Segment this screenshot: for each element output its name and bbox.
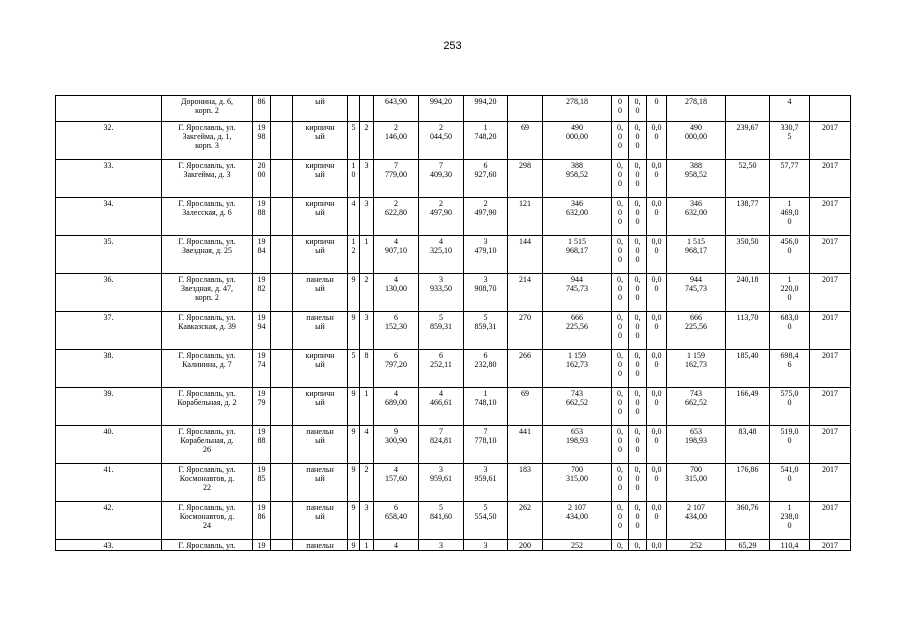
table-cell: 69: [508, 388, 543, 426]
table-cell: 2 044,50: [419, 122, 464, 160]
table-cell: 19 88: [253, 198, 271, 236]
table-cell: [271, 96, 293, 122]
table-cell: 2017: [810, 274, 851, 312]
table-cell: Г. Ярославль, ул. Звездная, д. 25: [162, 236, 253, 274]
table-cell: 944 745,73: [667, 274, 726, 312]
table-cell: [271, 426, 293, 464]
table-cell: 5: [348, 122, 360, 160]
table-cell: 1: [360, 540, 374, 551]
table-cell: 6 658,40: [374, 502, 419, 540]
table-cell: Г. Ярославль, ул. Космонавтов, д. 24: [162, 502, 253, 540]
table-cell: 1: [360, 388, 374, 426]
table-cell: 994,20: [464, 96, 508, 122]
table-cell: 490 000,00: [667, 122, 726, 160]
table-cell: Г. Ярославль, ул. Звездная, д. 47, корп. 2: [162, 274, 253, 312]
table-cell: 944 745,73: [543, 274, 612, 312]
table-cell: 1 159 162,73: [543, 350, 612, 388]
table-cell: 2 146,00: [374, 122, 419, 160]
table-cell: Г. Ярославль, ул. Закгейма, д. 1, корп. 3: [162, 122, 253, 160]
table-cell: панельн ый: [293, 464, 348, 502]
table-cell: 9: [348, 388, 360, 426]
table-cell: кирпичн ый: [293, 122, 348, 160]
table-cell: 6 252,11: [419, 350, 464, 388]
table-cell: 240,18: [726, 274, 770, 312]
table-row: [56, 350, 851, 388]
table-cell: 0, 0 0: [629, 464, 647, 502]
table-cell: 4: [348, 198, 360, 236]
table-cell: 0, 0 0: [629, 122, 647, 160]
table-cell: 0, 0 0: [629, 312, 647, 350]
table-cell: 743 662,52: [543, 388, 612, 426]
table-cell: 5 859,31: [419, 312, 464, 350]
table-cell: 490 000,00: [543, 122, 612, 160]
table-cell: 278,18: [543, 96, 612, 122]
table-cell: 19 94: [253, 312, 271, 350]
table-cell: 19: [253, 540, 271, 551]
table-cell: 0, 0 0: [612, 464, 629, 502]
table-cell: 1 220,0 0: [770, 274, 810, 312]
table-cell: 3 959,61: [419, 464, 464, 502]
table-cell: [271, 464, 293, 502]
table-cell: 3: [360, 312, 374, 350]
table-cell: [360, 96, 374, 122]
table-cell: 0,: [629, 540, 647, 551]
table-cell: панельн ый: [293, 274, 348, 312]
table-cell: 166,49: [726, 388, 770, 426]
table-cell: 37.: [56, 312, 162, 350]
table-cell: ый: [293, 96, 348, 122]
table-cell: 9: [348, 502, 360, 540]
table-cell: панельн ый: [293, 312, 348, 350]
table-cell: 6 232,80: [464, 350, 508, 388]
table-row: [56, 426, 851, 464]
table-cell: 0,0 0: [647, 464, 667, 502]
table-cell: 270: [508, 312, 543, 350]
table-cell: [726, 96, 770, 122]
table-cell: 2: [360, 274, 374, 312]
table-cell: Г. Ярославль, ул. Корабельная, д. 26: [162, 426, 253, 464]
table-cell: кирпичн ый: [293, 236, 348, 274]
table-cell: [271, 388, 293, 426]
table-cell: [508, 96, 543, 122]
table-cell: [810, 96, 851, 122]
table-cell: 0,0 0: [647, 426, 667, 464]
table-cell: 2017: [810, 350, 851, 388]
table-cell: 1 515 968,17: [667, 236, 726, 274]
table-cell: Г. Ярославль, ул. Калинина, д. 7: [162, 350, 253, 388]
table-cell: панельн ый: [293, 426, 348, 464]
table-cell: 700 315,00: [543, 464, 612, 502]
table-cell: 0, 0 0: [612, 350, 629, 388]
table-cell: 3 933,50: [419, 274, 464, 312]
table-cell: 2017: [810, 312, 851, 350]
table-cell: кирпичн ый: [293, 160, 348, 198]
table-cell: 0,0 0: [647, 388, 667, 426]
table-cell: [271, 350, 293, 388]
table-cell: 4 157,60: [374, 464, 419, 502]
table-cell: [271, 236, 293, 274]
table-cell: 388 958,52: [667, 160, 726, 198]
table-cell: Г. Ярославль, ул. Космонавтов, д. 22: [162, 464, 253, 502]
table-cell: 994,20: [419, 96, 464, 122]
table-cell: 1 748,10: [464, 388, 508, 426]
table-cell: 541,0 0: [770, 464, 810, 502]
table-cell: 7 409,30: [419, 160, 464, 198]
table-cell: 666 225,56: [667, 312, 726, 350]
table-cell: 0,0 0: [647, 160, 667, 198]
table-cell: кирпичн ый: [293, 198, 348, 236]
table-cell: 346 632,00: [667, 198, 726, 236]
table-row: [56, 160, 851, 198]
table-cell: 252: [667, 540, 726, 551]
table-cell: 3 908,70: [464, 274, 508, 312]
table-cell: 0 0: [612, 96, 629, 122]
table-cell: 0,0 0: [647, 350, 667, 388]
table-cell: 86: [253, 96, 271, 122]
table-cell: 41.: [56, 464, 162, 502]
table-cell: [271, 198, 293, 236]
table-cell: 0, 0 0: [612, 426, 629, 464]
table-cell: 33.: [56, 160, 162, 198]
table-cell: 0, 0: [629, 96, 647, 122]
table-cell: 2017: [810, 388, 851, 426]
table-cell: 441: [508, 426, 543, 464]
table-cell: 1 159 162,73: [667, 350, 726, 388]
table-cell: 575,0 0: [770, 388, 810, 426]
table-cell: Доронина, д. 6, корп. 2: [162, 96, 253, 122]
table-cell: 2017: [810, 464, 851, 502]
table-cell: 1 2: [348, 236, 360, 274]
table-cell: 6 927,60: [464, 160, 508, 198]
table-cell: 7 779,00: [374, 160, 419, 198]
table-cell: 2 107 434,00: [543, 502, 612, 540]
table-cell: 9 300,90: [374, 426, 419, 464]
table-cell: 0, 0 0: [629, 198, 647, 236]
table-cell: 0,0 0: [647, 236, 667, 274]
table-cell: 19 98: [253, 122, 271, 160]
table-cell: 4 689,00: [374, 388, 419, 426]
table-cell: 519,0 0: [770, 426, 810, 464]
table-cell: 42.: [56, 502, 162, 540]
table-cell: 1 515 968,17: [543, 236, 612, 274]
table-cell: 0, 0 0: [612, 388, 629, 426]
table-cell: 4: [770, 96, 810, 122]
table-cell: [348, 96, 360, 122]
table-cell: 1 748,20: [464, 122, 508, 160]
table-cell: 3: [419, 540, 464, 551]
table-cell: 52,50: [726, 160, 770, 198]
table-cell: 1: [360, 236, 374, 274]
table-cell: 3: [360, 198, 374, 236]
table-cell: 0, 0 0: [612, 160, 629, 198]
table-cell: 9: [348, 426, 360, 464]
table-cell: 69: [508, 122, 543, 160]
table-cell: 32.: [56, 122, 162, 160]
table-cell: 40.: [56, 426, 162, 464]
table-cell: 388 958,52: [543, 160, 612, 198]
table-cell: 653 198,93: [667, 426, 726, 464]
table-cell: 2017: [810, 540, 851, 551]
table-cell: панельн ый: [293, 502, 348, 540]
table-row: [56, 540, 851, 551]
table-cell: 19 88: [253, 426, 271, 464]
table-cell: 0, 0 0: [612, 312, 629, 350]
table-cell: 0, 0 0: [612, 122, 629, 160]
table-cell: 83,48: [726, 426, 770, 464]
table-cell: 19 79: [253, 388, 271, 426]
table-cell: 0,0 0: [647, 312, 667, 350]
table-cell: [271, 122, 293, 160]
table-cell: 4: [360, 426, 374, 464]
table-row: [56, 96, 851, 122]
table-cell: 2 497,90: [419, 198, 464, 236]
table-row: [56, 198, 851, 236]
table-cell: 19 74: [253, 350, 271, 388]
table-cell: [271, 540, 293, 551]
table-cell: 743 662,52: [667, 388, 726, 426]
table-cell: Г. Ярославль, ул. Корабельная, д. 2: [162, 388, 253, 426]
table-cell: 2017: [810, 122, 851, 160]
table-cell: 5 859,31: [464, 312, 508, 350]
table-cell: 113,70: [726, 312, 770, 350]
table-cell: 298: [508, 160, 543, 198]
table-cell: 4 325,10: [419, 236, 464, 274]
table-cell: Г. Ярославль, ул. Залесская, д. 6: [162, 198, 253, 236]
table-cell: 0, 0 0: [629, 388, 647, 426]
table-cell: 9: [348, 312, 360, 350]
table-cell: 5 554,50: [464, 502, 508, 540]
table-cell: 6 797,20: [374, 350, 419, 388]
table-cell: 262: [508, 502, 543, 540]
table-cell: [271, 312, 293, 350]
table-cell: 214: [508, 274, 543, 312]
table-cell: 239,67: [726, 122, 770, 160]
table-cell: 0, 0 0: [629, 502, 647, 540]
table-cell: 2: [360, 464, 374, 502]
table-body: [56, 96, 851, 551]
table-cell: 176,86: [726, 464, 770, 502]
table-cell: 4: [374, 540, 419, 551]
table-cell: 0, 0 0: [629, 236, 647, 274]
table-cell: 20 00: [253, 160, 271, 198]
table-cell: [271, 502, 293, 540]
table-cell: 1 238,0 0: [770, 502, 810, 540]
table-row: [56, 502, 851, 540]
table-cell: 2017: [810, 236, 851, 274]
table-cell: 34.: [56, 198, 162, 236]
table-cell: 4 466,61: [419, 388, 464, 426]
table-cell: Г. Ярославль, ул. Кавказская, д. 39: [162, 312, 253, 350]
table-cell: 252: [543, 540, 612, 551]
table-cell: 3 479,10: [464, 236, 508, 274]
table-cell: 1 0: [348, 160, 360, 198]
table-cell: 350,50: [726, 236, 770, 274]
table-cell: 346 632,00: [543, 198, 612, 236]
table-cell: 9: [348, 540, 360, 551]
table-cell: 643,90: [374, 96, 419, 122]
table-cell: 0, 0 0: [612, 502, 629, 540]
table-row: [56, 464, 851, 502]
table-cell: 0, 0 0: [629, 350, 647, 388]
table-cell: 360,76: [726, 502, 770, 540]
table-cell: 700 315,00: [667, 464, 726, 502]
table-cell: 144: [508, 236, 543, 274]
table-cell: 0: [647, 96, 667, 122]
table-cell: 110,4: [770, 540, 810, 551]
table-cell: 19 82: [253, 274, 271, 312]
table-cell: 278,18: [667, 96, 726, 122]
table-cell: 8: [360, 350, 374, 388]
table-cell: 5 841,60: [419, 502, 464, 540]
table-cell: 0, 0 0: [629, 426, 647, 464]
table-cell: 683,0 0: [770, 312, 810, 350]
table-cell: 43.: [56, 540, 162, 551]
table-cell: 183: [508, 464, 543, 502]
table-cell: 200: [508, 540, 543, 551]
table-cell: 121: [508, 198, 543, 236]
table-cell: 0, 0 0: [629, 160, 647, 198]
table-cell: 0,0 0: [647, 274, 667, 312]
table-cell: 653 198,93: [543, 426, 612, 464]
table-row: [56, 236, 851, 274]
table-cell: панельн: [293, 540, 348, 551]
table-cell: 2017: [810, 426, 851, 464]
table-cell: 6 152,30: [374, 312, 419, 350]
table-cell: 1 469,0 0: [770, 198, 810, 236]
table-cell: 456,0 0: [770, 236, 810, 274]
table-cell: 0,: [612, 540, 629, 551]
table-cell: [271, 160, 293, 198]
table-cell: 9: [348, 274, 360, 312]
table-cell: 57,77: [770, 160, 810, 198]
table-cell: 9: [348, 464, 360, 502]
table-cell: 4 907,10: [374, 236, 419, 274]
table-cell: 3: [360, 160, 374, 198]
table-cell: 65,29: [726, 540, 770, 551]
table-row: [56, 312, 851, 350]
table-cell: 19 85: [253, 464, 271, 502]
table-cell: 0,0 0: [647, 122, 667, 160]
table-row: [56, 274, 851, 312]
table-cell: 0, 0 0: [612, 198, 629, 236]
table-cell: 2017: [810, 160, 851, 198]
table-row: [56, 388, 851, 426]
table-cell: 7 824,81: [419, 426, 464, 464]
table-cell: 35.: [56, 236, 162, 274]
table-cell: 330,7 5: [770, 122, 810, 160]
table-cell: 2 107 434,00: [667, 502, 726, 540]
housing-register-table: [55, 95, 851, 551]
table-cell: 2 622,80: [374, 198, 419, 236]
table-cell: Г. Ярославль, ул. Закгейма, д. 3: [162, 160, 253, 198]
table-cell: 39.: [56, 388, 162, 426]
table-cell: 2: [360, 122, 374, 160]
table-cell: Г. Ярославль, ул.: [162, 540, 253, 551]
table-cell: 19 84: [253, 236, 271, 274]
table-cell: 266: [508, 350, 543, 388]
table-cell: 666 225,56: [543, 312, 612, 350]
table-cell: 36.: [56, 274, 162, 312]
table-cell: 2017: [810, 198, 851, 236]
table-cell: 185,40: [726, 350, 770, 388]
table-cell: 3: [464, 540, 508, 551]
table-cell: 3 959,61: [464, 464, 508, 502]
table-cell: [271, 274, 293, 312]
table-cell: [56, 96, 162, 122]
table-cell: 0,0: [647, 540, 667, 551]
table-cell: 19 86: [253, 502, 271, 540]
table-cell: 698,4 6: [770, 350, 810, 388]
table-cell: 4 130,00: [374, 274, 419, 312]
table-cell: 38.: [56, 350, 162, 388]
table-cell: кирпичн ый: [293, 350, 348, 388]
table-cell: 3: [360, 502, 374, 540]
table-cell: 0,0 0: [647, 502, 667, 540]
table-cell: 5: [348, 350, 360, 388]
page-number: 253: [443, 40, 462, 52]
table-row: [56, 122, 851, 160]
table-cell: 0, 0 0: [612, 236, 629, 274]
table-cell: 0,0 0: [647, 198, 667, 236]
table-cell: 7 778,10: [464, 426, 508, 464]
table-cell: 0, 0 0: [612, 274, 629, 312]
table-cell: кирпичн ый: [293, 388, 348, 426]
table-cell: 2017: [810, 502, 851, 540]
table-cell: 0, 0 0: [629, 274, 647, 312]
table-cell: 2 497,90: [464, 198, 508, 236]
table-cell: 138,77: [726, 198, 770, 236]
